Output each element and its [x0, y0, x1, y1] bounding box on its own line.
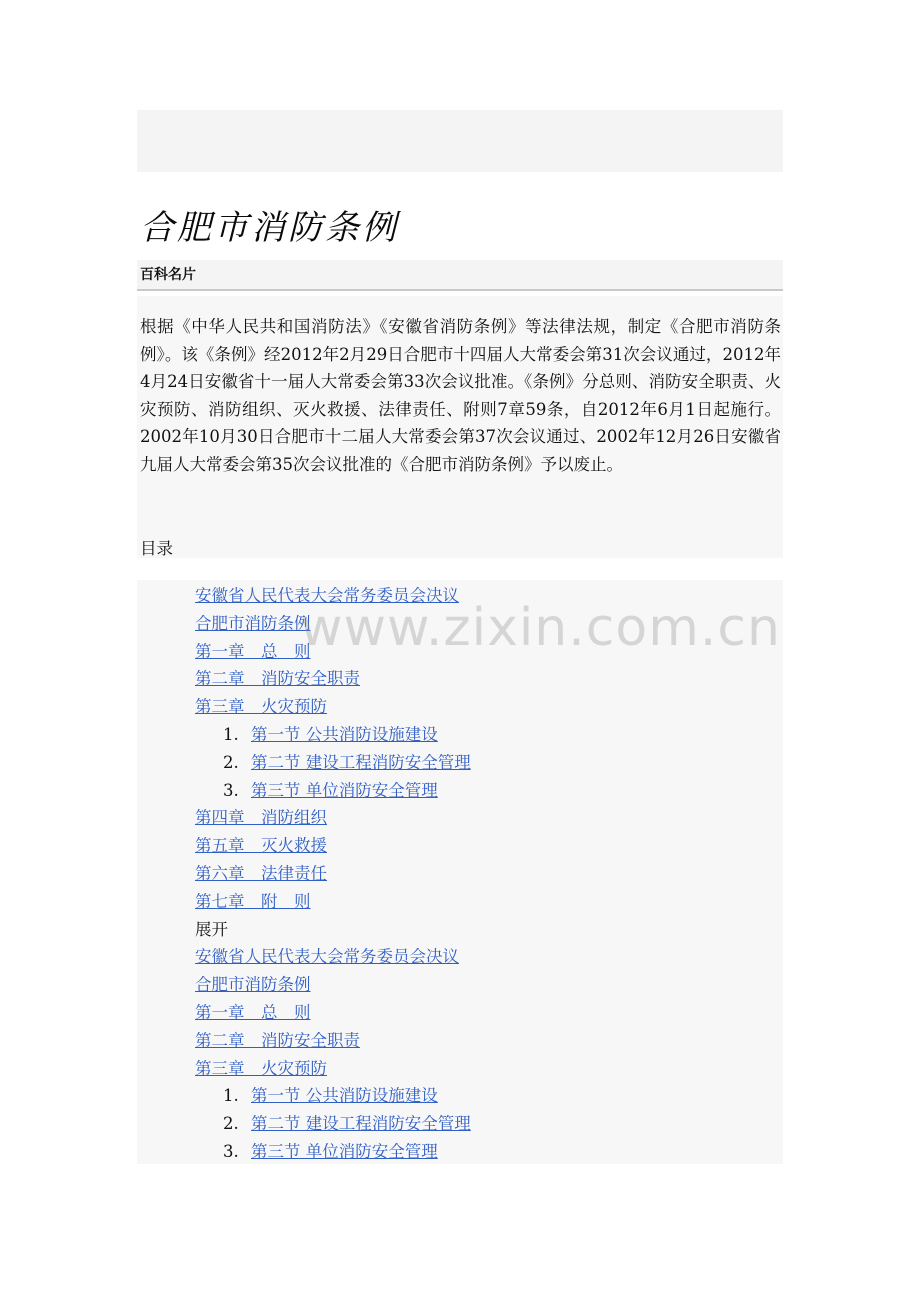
toc-link[interactable]: 第二章 消防安全职责 [195, 669, 360, 689]
toc-link[interactable]: 第一节 公共消防设施建设 [251, 724, 438, 744]
toc-link[interactable]: 第一章 总 则 [195, 1002, 311, 1022]
toc-heading: 目录 [140, 539, 173, 558]
toc-number: 2. [223, 752, 239, 772]
toc-item [195, 610, 471, 638]
toc-expand[interactable] [195, 916, 471, 944]
toc-link[interactable]: 第一章 总 则 [195, 641, 311, 661]
table-of-contents [195, 582, 471, 1166]
toc-link[interactable]: 安徽省人民代表大会常务委员会决议 [195, 947, 459, 967]
toc-subitem [195, 1082, 471, 1110]
toc-link[interactable]: 安徽省人民代表大会常务委员会决议 [195, 586, 459, 605]
toc-link[interactable]: 合肥市消防条例 [195, 975, 311, 995]
toc-subitem [195, 1110, 471, 1138]
top-banner [137, 110, 783, 172]
toc-item [195, 665, 471, 693]
toc-subitem [195, 721, 471, 749]
card-header-label: 百科名片 [140, 267, 196, 283]
toc-number: 1. [223, 724, 239, 744]
toc-item [195, 804, 471, 832]
toc-item [195, 860, 471, 888]
toc-number: 3. [223, 780, 239, 800]
toc-item [195, 832, 471, 860]
toc-item [195, 638, 471, 666]
toc-item [195, 693, 471, 721]
toc-link[interactable]: 第二节 建设工程消防安全管理 [251, 752, 471, 772]
toc-link[interactable]: 第六章 法律责任 [195, 863, 327, 883]
summary-text: 根据《中华人民共和国消防法》《安徽省消防条例》等法律法规，制定《合肥市消防条例》。该《条例》经2012年2月29日合肥市十四届人大常委会第31次会议通过，2012年4月24日安徽省十一届人大常委会第33次会议批准。《条例》分总则、消防安全职责、火灾预防、消防组织、灭火救援、法律责任、附则7章59条，自2012年6月1日起施行。2002年10月30日合肥市十二届人大常委会第37次会议通过、2002年12月26日安徽省九届人大常委会第35次会议批准的《合肥市消防条例》予以废止。 [140, 317, 781, 474]
toc-subitem [195, 777, 471, 805]
toc-number: 2. [223, 1114, 239, 1134]
toc-link[interactable]: 第四章 消防组织 [195, 808, 327, 828]
toc-link[interactable]: 第七章 附 则 [195, 891, 311, 911]
toc-link[interactable]: 第三节 单位消防安全管理 [251, 1141, 438, 1161]
toc-item [195, 971, 471, 999]
toc-subitem [195, 749, 471, 777]
toc-number: 3. [223, 1141, 239, 1161]
toc-item [195, 1055, 471, 1083]
toc-subitem [195, 1138, 471, 1166]
toc-item [195, 999, 471, 1027]
toc-link[interactable]: 第二节 建设工程消防安全管理 [251, 1114, 471, 1134]
toc-link[interactable]: 第三节 单位消防安全管理 [251, 780, 438, 800]
toc-item [195, 1027, 471, 1055]
toc-link[interactable]: 第五章 灭火救援 [195, 836, 327, 856]
toc-link[interactable]: 第一节 公共消防设施建设 [251, 1086, 438, 1106]
toc-link[interactable]: 第三章 火灾预防 [195, 1058, 327, 1078]
expand-toggle[interactable]: 展开 [195, 919, 228, 939]
toc-item [195, 582, 471, 610]
toc-item [195, 943, 471, 971]
card-header [137, 260, 783, 291]
toc-link[interactable]: 第二章 消防安全职责 [195, 1030, 360, 1050]
toc-number: 1. [223, 1086, 239, 1106]
toc-item [195, 888, 471, 916]
watermark: www.zixin.com.cn [300, 598, 781, 658]
page-title: 合肥市消防条例 [140, 208, 399, 248]
toc-link[interactable]: 合肥市消防条例 [195, 613, 311, 633]
toc-link[interactable]: 第三章 火灾预防 [195, 697, 327, 717]
